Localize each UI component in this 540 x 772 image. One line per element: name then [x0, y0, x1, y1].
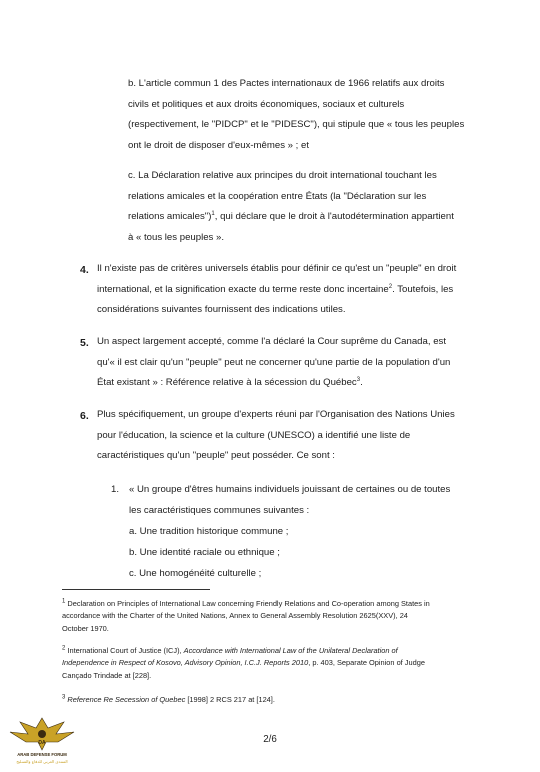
text-line: b. L'article commun 1 des Pactes internationaux de 1966 relatifs aux droits	[128, 78, 445, 89]
text-line: Plus spécifiquement, un groupe d'experts réuni par l'Organisation des Nations Unies	[97, 409, 455, 420]
list-item: b. Une identité raciale ou ethnique ;	[129, 547, 280, 558]
text-line	[62, 645, 502, 657]
text-line: caractéristiques qu'un "peuple" peut posséder. Ce sont :	[97, 450, 335, 461]
subparagraph-c	[128, 166, 488, 248]
logo-text-line-2: المنتدى العربي للدفاع والتسليح	[16, 759, 68, 764]
text-span: International Court of Justice (ICJ),	[67, 646, 184, 655]
paragraph-4	[97, 259, 501, 321]
list-item: a. Une tradition historique commune ;	[129, 526, 289, 537]
case-title: Independence in Respect of Kosovo, Advisory Opinion, I.C.J. Reports 2010	[62, 658, 309, 668]
list-item: les caractéristiques communes suivantes :	[129, 505, 310, 516]
text-line: civils et politiques et aux droits économiques, sociaux et culturels	[128, 98, 405, 110]
text-line: pour l'éducation, la science et la culture (UNESCO) a identifié une liste de	[97, 429, 411, 441]
text-line	[97, 280, 501, 301]
footnote-1	[62, 598, 502, 635]
footnote-divider	[62, 589, 210, 590]
text-span: relations amicales")	[128, 211, 212, 222]
text-line: Cançado Trindade at [228].	[62, 670, 152, 680]
footnote-mark: 2	[62, 645, 66, 652]
footnote-ref[interactable]: 2	[388, 283, 393, 290]
page-number: 2/6	[263, 734, 277, 745]
text-line: Il n'existe pas de critères universels établis pour définir ce qu'est un "peuple" en droit	[97, 263, 457, 274]
list-item: c. Une homogénéité culturelle ;	[129, 568, 262, 579]
paragraph-number: 4.	[80, 264, 89, 276]
footnote-mark: 3	[62, 694, 66, 701]
text-line	[128, 207, 488, 228]
paragraph-6	[97, 405, 501, 467]
footnote-mark: 1	[62, 598, 66, 605]
text-line	[62, 694, 502, 706]
text-line: ont le droit de disposer d'eux-mêmes » ; et	[128, 139, 310, 151]
case-title: Reference Re Secession of Quebec	[67, 695, 186, 704]
text-span: Declaration on Principles of International Law concerning Friendly Relations and Co-operation among States in	[67, 599, 430, 608]
text-span: international, et la signification exacte du terme reste donc incertaine	[97, 283, 389, 295]
paragraph-number: 5.	[80, 337, 89, 349]
text-line	[62, 657, 502, 669]
paragraph-5	[97, 332, 501, 394]
text-line: qu'« il est clair qu'un "peuple" peut ne concerner qu'une partie de la population d'un	[97, 356, 451, 368]
text-span: , qui déclare que le droit à l'autodétermination appartient	[214, 211, 454, 222]
subparagraph-b	[128, 74, 488, 156]
paragraph-number: 6.	[80, 410, 89, 422]
text-line: relations amicales et la coopération entre États (la "Déclaration sur les	[128, 190, 427, 202]
text-line: October 1970.	[62, 623, 109, 633]
text-line: à « tous les peuples ».	[128, 231, 225, 243]
text-span: , p. 403, Separate Opinion of Judge	[308, 658, 425, 668]
characteristics-list	[129, 479, 499, 584]
footnote-2	[62, 645, 502, 682]
svg-text:DA: DA	[38, 740, 46, 746]
logo-text-line-1: ARAB DEFENSE FORUM	[17, 752, 67, 757]
text-span: État existant » : Référence relative à la sécession du Québec	[97, 377, 357, 388]
list-item: « Un groupe d'êtres humains individuels jouissant de certaines ou de toutes	[129, 484, 451, 495]
forum-logo	[2, 712, 82, 767]
text-span: .	[360, 377, 363, 388]
footnote-ref[interactable]: 1	[211, 210, 215, 217]
text-line: accordance with the Charter of the United Nations, Annex to General Assembly Resolution 2625(XXV), 24	[62, 611, 408, 621]
text-line: c. La Déclaration relative aux principes du droit international touchant les	[128, 170, 437, 181]
case-title: Accordance with International Law of the Unilateral Declaration of	[183, 646, 398, 655]
text-span: [1998] 2 RCS 217 at [124].	[185, 695, 275, 704]
footnote-3	[62, 694, 502, 706]
text-line: considérations suivantes fournissent des indications utiles.	[97, 304, 346, 315]
text-line: (respectivement, le "PIDCP" et le "PIDESC"), qui stipule que « tous les peuples	[128, 119, 465, 130]
eagle-icon	[2, 712, 82, 767]
text-line	[62, 598, 502, 610]
text-line	[97, 373, 501, 394]
list-number: 1.	[111, 484, 120, 495]
footnote-ref[interactable]: 3	[356, 376, 361, 383]
text-line: Un aspect largement accepté, comme l'a déclaré la Cour suprême du Canada, est	[97, 336, 446, 347]
text-span: . Toutefois, les	[392, 283, 454, 295]
